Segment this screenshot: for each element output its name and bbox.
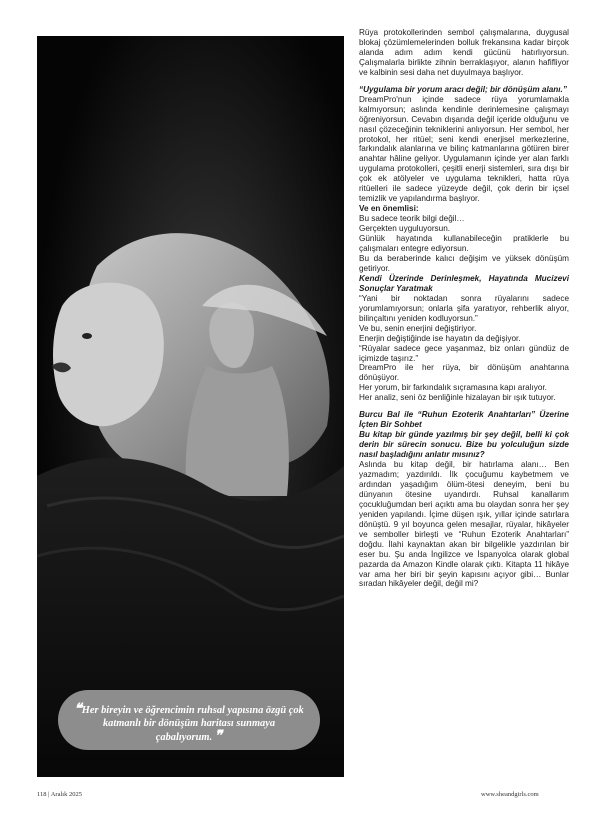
paragraph: Günlük hayatında kullanabileceğin pratiklerle bu çalışmaları entegre ediyorsun. — [359, 234, 569, 254]
open-quote-icon: ❝ — [74, 701, 82, 717]
issue-date: Aralık 2025 — [50, 791, 82, 798]
subheading: “Uygulama bir yorum aracı değil; bir dönüşüm alanı.” — [359, 84, 567, 94]
paragraph: Aslında bu kitap değil, bir hatırlama alanı… Ben yazmadım; yazdırıldı. İlk çocuğumu kaybetmem ve ardından yaşadığım ölüm-ötesi deneyim, beni bu dünyanın ötesine uyandırdı. Ruhsal kanallarım çocukluğumdan beri açıktı ama bu olaydan sonra her şey yeniden yapılandı. İçime düşen ışık, yıllar içinde satırlara dönüştü. 9 yıl boyunca gelen mesajlar, rüyalar, hikâyeler ve semboller birleşti ve “Ruhun Ezoterik Anahtarları” doğdu. İlahi kaynaktan akan bir bilgelikle yazdırılan bir eser bu. Şu anda İngilizce ve İspanyolca olarak global pazarda da Amazon Kindle olarak çıktı. Kitapta 11 hikâye var ama her biri bir şeyin kapısını açıyor gibi… Bunlar sıradan hikâyeler değil, değil mi? — [359, 460, 569, 589]
page-footer-issue: 118 | Aralık 2025 — [37, 791, 82, 798]
paragraph: “Yani bir noktadan sonra rüyalarını sadece yorumlamıyorsun; onlarla şifa yaratıyor, rehberlik alıyor, bilinçaltını yeniden kodluyorsun.” — [359, 293, 569, 323]
paragraph: Gerçekten uyguluyorsun. — [359, 224, 451, 234]
subheading: Ve en önemlisi: — [359, 204, 419, 214]
paragraph: Bu sadece teorik bilgi değil… — [359, 214, 465, 224]
paragraph: “Rüyalar sadece gece yaşanmaz, biz onları gündüz de içimizde taşırız.” — [359, 343, 569, 363]
paragraph: Ve bu, senin enerjini değiştiriyor. — [359, 323, 477, 333]
paragraph: Enerjin değiştiğinde ise hayatın da değişiyor. — [359, 333, 521, 343]
subheading: Kendi Üzerinde Derinleşmek, Hayatında Mucizevi Sonuçlar Yaratmak — [359, 273, 569, 293]
page-number: 118 — [37, 791, 47, 798]
pull-quote-text: Her bireyin ve öğrencimin ruhsal yapısına özgü çok katmanlı bir dönüşüm haritası sunmaya çabalıyorum. — [81, 705, 304, 743]
website-link[interactable]: www.sheandgirls.com — [481, 791, 539, 798]
interview-question: Bu kitap bir günde yazılmış bir şey değil, belli ki çok derin bir sürecin sonucu. Bize bu yolculuğun sizde nasıl başladığını anlatır mısınız? — [359, 430, 569, 460]
paragraph: Her yorum, bir farkındalık sıçramasına kapı aralıyor. — [359, 383, 547, 393]
paragraph: Rüya protokollerinden sembol çalışmalarına, duygusal blokaj çözümlemelerinden bolluk frekansına kadar birçok alanda adım adım kendi gücünü hatırlıyorsun. Çalışmalarla birlikte zihnin berraklaşıyor, alanın hafifliyor ve kalbinin sesi daha net duyulmaya başlıyor. — [359, 28, 569, 77]
paragraph: Her analiz, seni öz benliğinle hizalayan bir ışık tutuyor. — [359, 393, 556, 403]
photo-illustration — [37, 36, 344, 777]
paragraph: DreamPro ile her rüya, bir dönüşüm anahtarına dönüşüyor. — [359, 363, 569, 383]
lion-woman-photo — [37, 36, 344, 777]
lion-eye — [82, 333, 92, 339]
article-column — [359, 28, 569, 589]
woman-shoulders — [186, 366, 289, 496]
pull-quote — [58, 690, 320, 750]
paragraph: DreamPro'nun içinde sadece rüya yorumlamakla kalmıyorsun; aslında kendinle derinlemesine çalışmayı öğreniyorsun. Cevabın dışarıda değil içeride olduğunu ve nasıl çözeceğinin tekniklerini anlıyorsun. Her sembol, her protokol, her ritüel; seni kendi enerjisel merkezlerine, farkındalık alanlarına ve bilinç katmanlarına götüren birer anahtar hâline geliyor. Uygulamanın içinde yer alan farklı uygulama protokolleri, çeşitli enerji sistemleri, sıra dışı bir çok ek atölyeler ve uygulama teknikleri, hatta rüya ritüelleri ile sadece yüzeyde değil, çok derin bir içsel temizlik ve yapılandırma başlıyor. — [359, 94, 569, 204]
paragraph: Bu da beraberinde kalıcı değişim ve yüksek dönüşüm getiriyor. — [359, 253, 569, 273]
subheading: Burcu Bal ile “Ruhun Ezoterik Anahtarları” Üzerine İçten Bir Sohbet — [359, 410, 569, 430]
close-quote-icon: ❞ — [214, 728, 223, 744]
